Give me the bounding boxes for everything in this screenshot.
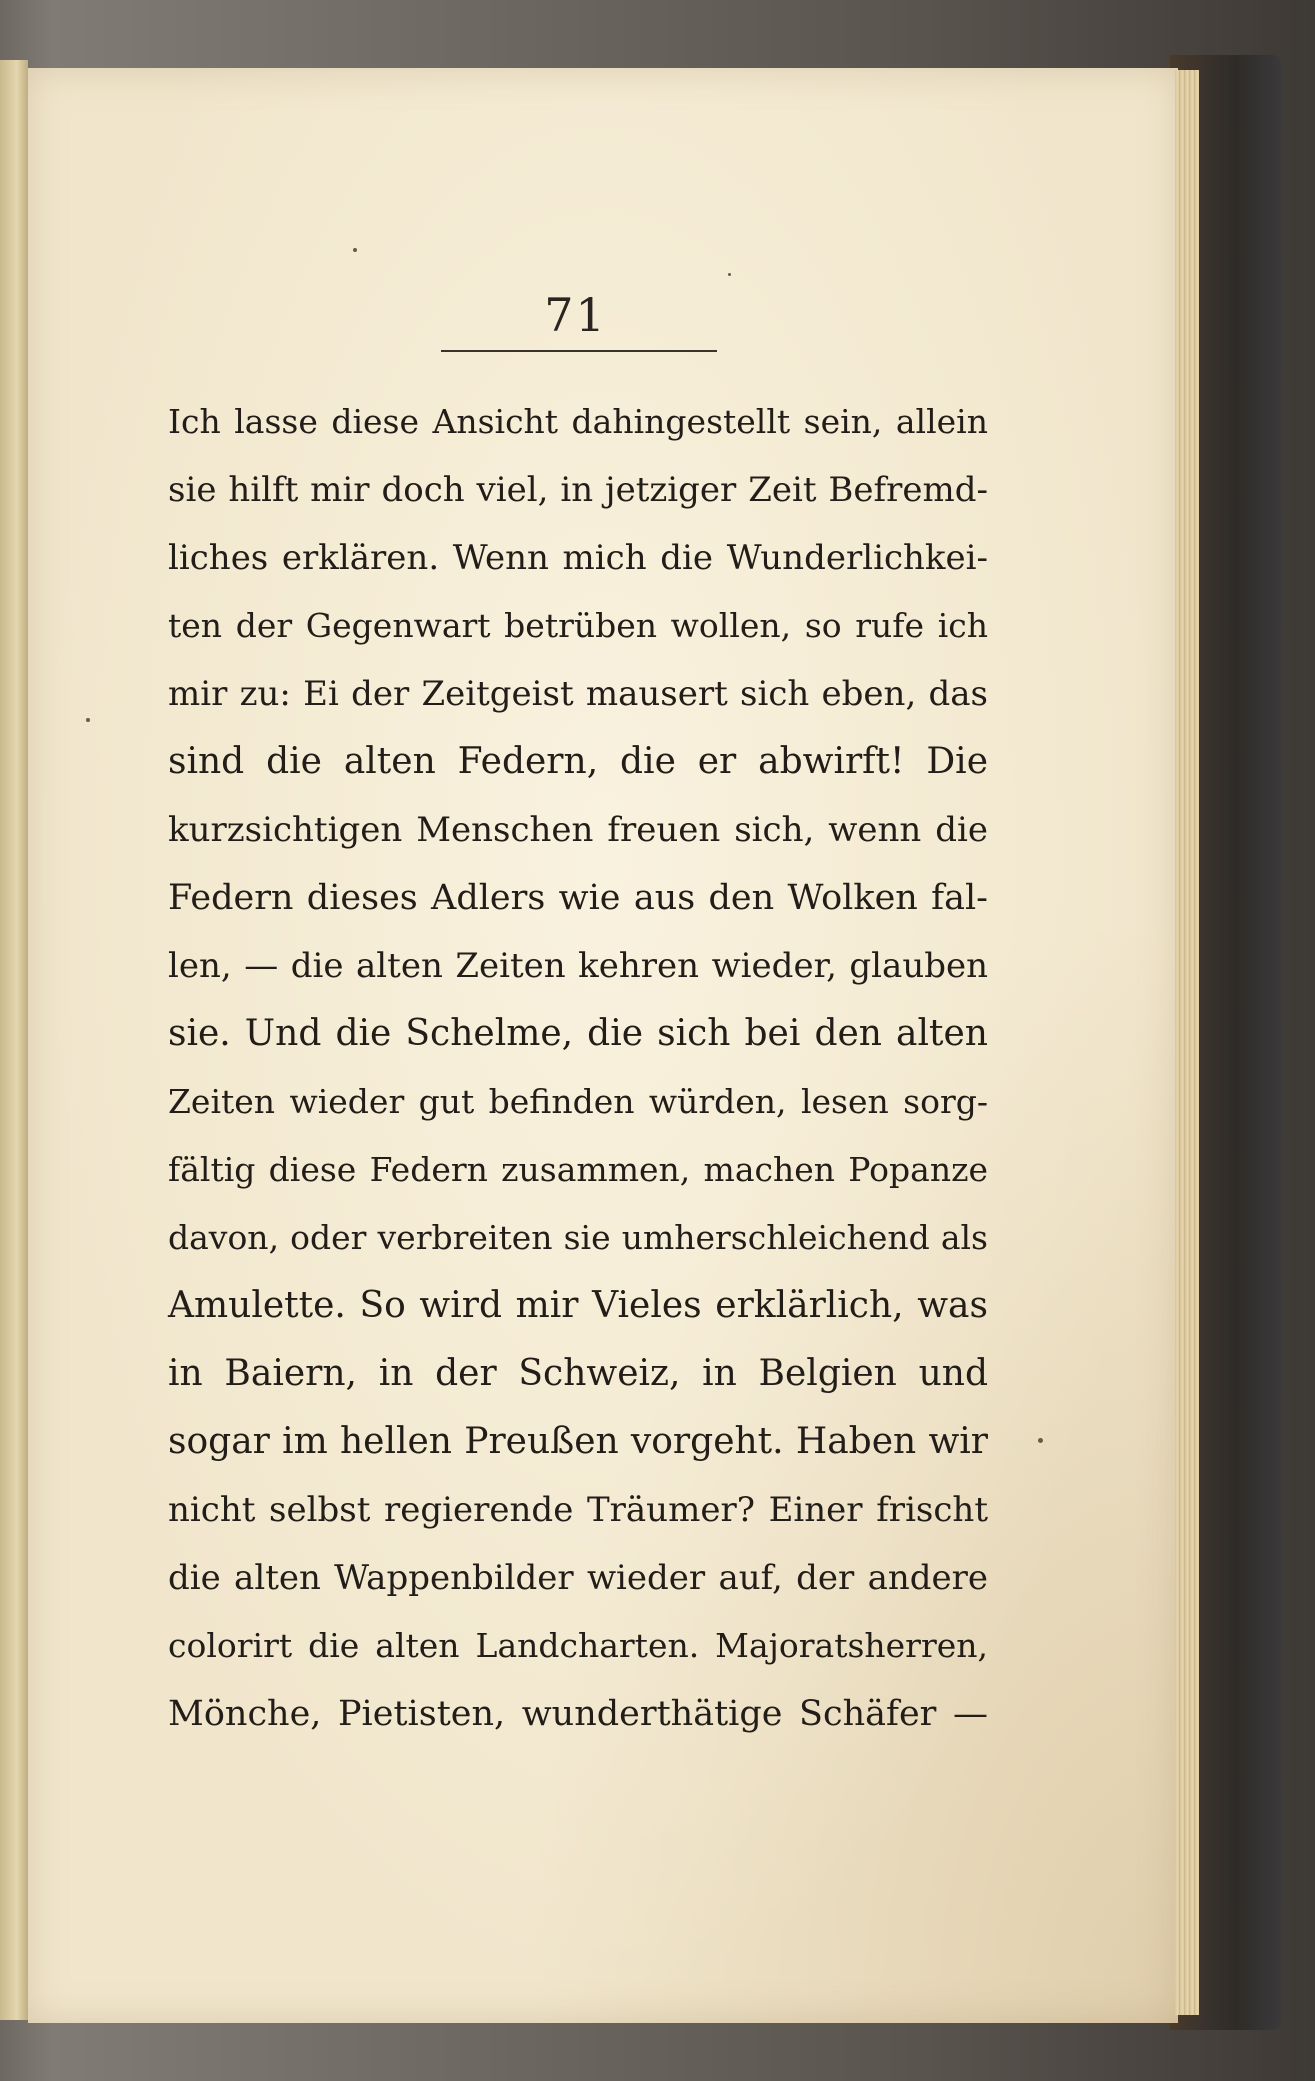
paper-speck — [353, 248, 357, 252]
text-line: fältig diese Federn zusammen, machen Popanze — [168, 1150, 988, 1189]
paper-speck — [728, 273, 731, 276]
text-line: kurzsichtigen Menschen freuen sich, wenn die — [168, 810, 988, 850]
text-line: nicht selbst regierende Träumer? Einer frischt — [168, 1490, 988, 1530]
left-page-edge — [0, 60, 28, 2020]
text-line: sie. Und die Schelme, die sich bei den alten — [168, 1013, 988, 1054]
text-line: mir zu: Ei der Zeitgeist mausert sich eben, das — [168, 674, 988, 714]
text-line: sind die alten Federn, die er abwirft! Die — [168, 741, 988, 782]
text-line: Amulette. So wird mir Vieles erklärlich, was — [168, 1285, 988, 1326]
text-line: colorirt die alten Landcharten. Majoratsherren, — [168, 1626, 988, 1665]
text-line: davon, oder verbreiten sie umherschleichend als — [168, 1218, 988, 1257]
text-line: Zeiten wieder gut befinden würden, lesen sorg- — [168, 1082, 988, 1121]
text-line: die alten Wappenbilder wieder auf, der andere — [168, 1558, 988, 1598]
text-line: sie hilft mir doch viel, in jetziger Zeit Befremd- — [168, 470, 988, 510]
page-number: 71 — [544, 288, 607, 342]
paper-speck — [1038, 1438, 1043, 1443]
text-line: len, — die alten Zeiten kehren wieder, glauben — [168, 946, 988, 986]
page-edges-stack — [1175, 70, 1199, 2015]
text-line: sogar im hellen Preußen vorgeht. Haben wir — [168, 1421, 988, 1462]
paper-speck — [86, 718, 90, 722]
book-page — [28, 68, 1178, 2023]
text-line: Ich lasse diese Ansicht dahingestellt sein, allein — [168, 402, 988, 441]
text-line: ten der Gegenwart betrüben wollen, so rufe ich — [168, 606, 988, 645]
text-line: Mönche, Pietisten, wunderthätige Schäfer — — [168, 1694, 988, 1734]
header-rule — [441, 350, 717, 352]
text-line: liches erklären. Wenn mich die Wunderlichkei- — [168, 538, 988, 578]
text-line: in Baiern, in der Schweiz, in Belgien und — [168, 1353, 988, 1394]
text-line: Federn dieses Adlers wie aus den Wolken fal- — [168, 878, 988, 918]
